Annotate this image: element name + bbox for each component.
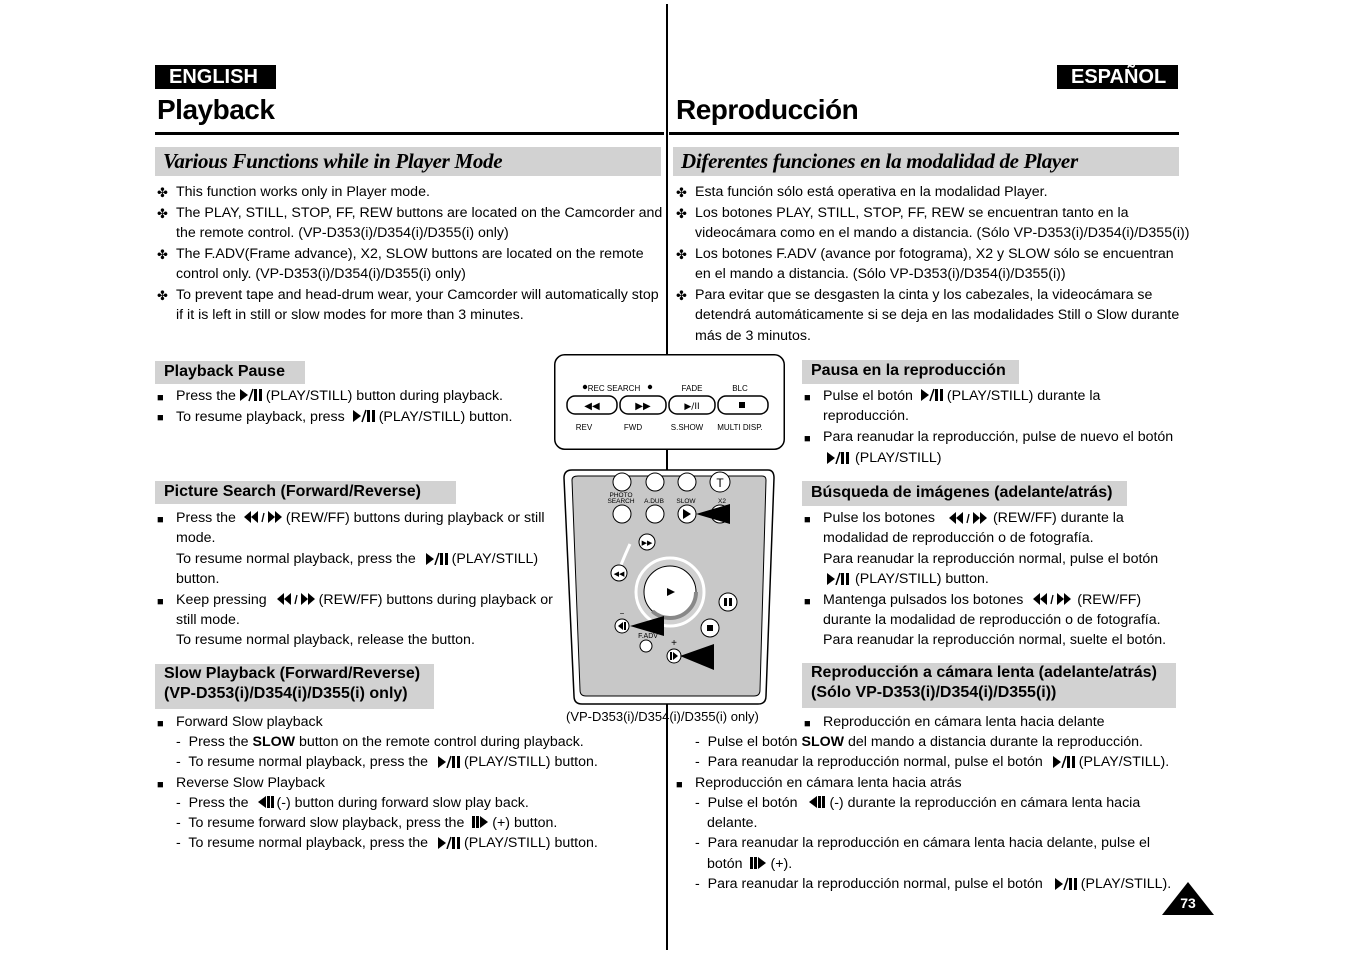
remote-button[interactable] bbox=[613, 505, 631, 523]
svg-text:▶▶: ▶▶ bbox=[641, 539, 653, 547]
play-still-icon bbox=[823, 571, 855, 585]
picture-search-en bbox=[155, 508, 560, 654]
subheading-picture-search bbox=[155, 481, 456, 504]
text: Press the bbox=[176, 510, 236, 526]
list-item: Para reanudar la reproducción, pulse de nuevo el botón bbox=[823, 429, 1174, 445]
text: Para reanudar la reproducción normal, pulse el botón bbox=[707, 754, 1043, 770]
slow-button[interactable] bbox=[678, 473, 696, 491]
remote-label: SEARCH bbox=[607, 498, 635, 505]
list-item: - Press the SLOW button on the remote control during playback. bbox=[176, 734, 584, 750]
square-bullet-icon: ■ bbox=[676, 779, 683, 791]
note-line: Para evitar que se desgasten la cinta y los cabezales, la videocámara se bbox=[695, 287, 1153, 303]
list-item bbox=[823, 590, 1141, 610]
list-item: durante la modalidad de reproducción o de fotografía. bbox=[823, 612, 1161, 628]
english-badge: ENGLISH bbox=[155, 65, 276, 89]
list-item: - Para reanudar la reproducción en cámara lenta hacia delante, pulse el bbox=[695, 835, 1151, 851]
page-title-es: Reproducción bbox=[676, 94, 859, 125]
playback-pause-en bbox=[155, 386, 555, 430]
panel-label: FADE bbox=[681, 384, 703, 393]
play-still-icon bbox=[1047, 876, 1081, 890]
list-item: mode. bbox=[176, 530, 216, 546]
note-line: the remote control. (VP-D353(i)/D354(i)/D355(i) only) bbox=[176, 225, 509, 241]
play-still-icon bbox=[240, 388, 266, 402]
square-bullet-icon: ■ bbox=[804, 433, 811, 445]
note-line: Los botones F.ADV (avance por fotograma), X2 y SLOW sólo se encuentran bbox=[695, 246, 1174, 262]
subheading-text: Picture Search (Forward/Reverse) bbox=[164, 483, 421, 500]
section-heading-en-text: Various Functions while in Player Mode bbox=[163, 149, 503, 173]
list-item bbox=[176, 508, 545, 528]
camcorder-button-panel bbox=[554, 354, 785, 450]
cross-bullet-icon: ✤ bbox=[676, 288, 687, 303]
square-bullet-icon: ■ bbox=[157, 779, 164, 791]
text: (PLAY/STILL) button during playback. bbox=[265, 388, 504, 404]
note-line: To prevent tape and head-drum wear, your Camcorder will automatically stop bbox=[176, 287, 659, 303]
list-item bbox=[176, 549, 538, 569]
note-line: detendrá automáticamente si se deja en las modalidades Still o Slow durante bbox=[695, 307, 1180, 323]
cross-bullet-icon: ✤ bbox=[157, 288, 168, 303]
list-item: - Pulse el botón SLOW del mando a distancia durante la reproducción. bbox=[695, 734, 1143, 750]
text: (PLAY/STILL) durante la bbox=[946, 388, 1101, 404]
busqueda-es bbox=[802, 508, 1182, 654]
remote-control-illustration bbox=[560, 466, 778, 708]
list-item: still mode. bbox=[176, 612, 240, 628]
slow-plus-icon bbox=[468, 815, 492, 829]
note-line: The F.ADV(Frame advance), X2, SLOW buttons are located on the remote bbox=[176, 246, 644, 262]
note-line: Esta función sólo está operativa en la modalidad Player. bbox=[695, 184, 1048, 200]
panel-label: REC SEARCH bbox=[587, 384, 641, 393]
list-item: Reproducción en cámara lenta hacia delante bbox=[823, 714, 1105, 730]
play-still-icon bbox=[349, 409, 379, 423]
espanol-badge: ESPAÑOL bbox=[1057, 65, 1178, 89]
remote-label: PHOTO bbox=[609, 492, 633, 499]
list-item: Reproducción en cámara lenta hacia atrás bbox=[695, 775, 962, 791]
play-still-icon bbox=[432, 754, 464, 768]
play-still-icon bbox=[420, 551, 452, 565]
note-line: control only. (VP-D353(i)/D354(i)/D355(i) only) bbox=[176, 266, 466, 282]
text: Pulse los botones bbox=[823, 510, 935, 526]
note-line: en el mando a distancia. (Sólo VP-D353(i)/D354(i)/D355(i)) bbox=[695, 266, 1066, 282]
panel-label: MULTI DISP. bbox=[717, 423, 763, 432]
list-item: - Pulse el botón (-) durante la reproducción en cámara lenta hacia bbox=[695, 795, 1141, 811]
text: Pulse el botón bbox=[823, 388, 913, 404]
square-bullet-icon: ■ bbox=[157, 596, 164, 608]
text: (PLAY/STILL). bbox=[1078, 754, 1170, 770]
subheading-playback-pause bbox=[155, 361, 305, 384]
list-item bbox=[176, 407, 513, 427]
text: (REW/FF) buttons during playback or still bbox=[285, 510, 545, 526]
note-line: This function works only in Player mode. bbox=[176, 184, 430, 200]
page-title-en: Playback bbox=[157, 94, 275, 125]
square-bullet-icon: ■ bbox=[157, 514, 164, 526]
rew-ff-icon bbox=[271, 592, 319, 606]
remote-label: X2 bbox=[718, 498, 726, 505]
list-item bbox=[823, 448, 941, 468]
plus-dot-icon bbox=[648, 385, 652, 389]
text: Para reanudar la reproducción en cámara lenta hacia delante, pulse el bbox=[707, 835, 1151, 851]
photo-search-button[interactable] bbox=[613, 473, 631, 491]
panel-label: FWD bbox=[623, 423, 643, 432]
text: (PLAY/STILL) button. bbox=[378, 409, 513, 425]
play-still-button[interactable] bbox=[669, 396, 715, 414]
note-line: Los botones PLAY, STILL, STOP, FF, REW se encuentran tanto en la bbox=[695, 205, 1129, 221]
list-item: button. bbox=[176, 571, 220, 587]
pausa-es bbox=[802, 386, 1182, 470]
text: (-) durante la reproducción en cámara lenta hacia bbox=[829, 795, 1141, 811]
play-still-icon bbox=[1047, 754, 1079, 768]
panel-label: REV bbox=[575, 423, 593, 432]
header-rule-right bbox=[669, 132, 1179, 135]
slow-bold: SLOW bbox=[801, 734, 845, 750]
page-number: 73 bbox=[1180, 895, 1196, 911]
list-item bbox=[823, 569, 989, 589]
subheading-camara-lenta bbox=[802, 663, 1176, 708]
subheading-text: Búsqueda de imágenes (adelante/atrás) bbox=[811, 484, 1113, 501]
subheading-text: Pausa en la reproducción bbox=[811, 362, 1006, 379]
text: Press the bbox=[176, 388, 236, 404]
list-item: Forward Slow playback bbox=[176, 714, 323, 730]
list-item: reproducción. bbox=[823, 408, 909, 424]
text: botón bbox=[707, 856, 743, 872]
cross-bullet-icon: ✤ bbox=[157, 185, 168, 200]
text: Pulse el botón bbox=[707, 734, 798, 750]
list-item: To resume normal playback, release the button. bbox=[176, 632, 475, 648]
plus-label: + bbox=[671, 638, 677, 649]
text: (PLAY/STILL) button. bbox=[464, 754, 598, 770]
remote-label: A.DUB bbox=[644, 498, 664, 505]
subheading-pausa bbox=[802, 360, 1019, 384]
text: To resume normal playback, press the bbox=[188, 835, 429, 851]
text: (PLAY/STILL) button. bbox=[464, 835, 598, 851]
rew-button[interactable] bbox=[567, 396, 617, 414]
still-button[interactable] bbox=[719, 593, 737, 611]
slow-minus-icon bbox=[253, 795, 277, 809]
panel-label: BLC bbox=[732, 384, 748, 393]
frame-advance-button[interactable] bbox=[640, 640, 652, 652]
play-still-icon bbox=[823, 450, 855, 464]
text: (+) button. bbox=[492, 815, 558, 831]
slow-playback-en bbox=[155, 712, 655, 862]
a-dub-button[interactable] bbox=[646, 473, 664, 491]
cross-bullet-icon: ✤ bbox=[157, 206, 168, 221]
svg-text:◀◀: ◀◀ bbox=[584, 401, 600, 412]
note-line: más de 3 minutos. bbox=[695, 328, 811, 344]
section-heading-es bbox=[673, 147, 1179, 176]
text: To resume forward slow playback, press the bbox=[188, 815, 465, 831]
list-item bbox=[823, 386, 1100, 406]
text: (-) button during forward slow play back. bbox=[276, 795, 529, 811]
subheading-text: (VP-D353(i)/D354(i)/D355(i) only) bbox=[164, 685, 408, 702]
text: Mantenga pulsados los botones bbox=[823, 592, 1024, 608]
remote-button[interactable] bbox=[646, 505, 664, 523]
text: Pulse el botón bbox=[707, 795, 798, 811]
cross-bullet-icon: ✤ bbox=[676, 185, 687, 200]
text: (REW/FF) durante la bbox=[992, 510, 1124, 526]
note-line: videocámara como en el mando a distancia. (Sólo VP-D353(i)/D354(i)/D355(i)) bbox=[695, 225, 1190, 241]
list-item: Reverse Slow Playback bbox=[176, 775, 326, 791]
slow-bold: SLOW bbox=[252, 734, 296, 750]
remote-caption: (VP-D353(i)/D354(i)/D355(i) only) bbox=[566, 709, 759, 724]
svg-text:▶/II: ▶/II bbox=[684, 402, 700, 412]
list-item: modalidad de reproducción o de fotografía. bbox=[823, 530, 1094, 546]
text: To resume normal playback, press the bbox=[176, 551, 416, 567]
list-item bbox=[707, 854, 792, 874]
square-bullet-icon: ■ bbox=[157, 718, 164, 730]
text: Press the bbox=[188, 734, 249, 750]
list-item bbox=[823, 508, 1124, 528]
list-item: - To resume normal playback, press the (PLAY/STILL) button. bbox=[176, 754, 598, 770]
subheading-text: Reproducción a cámara lenta (adelante/atrás) bbox=[811, 664, 1157, 681]
text: Keep pressing bbox=[176, 592, 267, 608]
t-label: T bbox=[716, 476, 724, 490]
svg-text:◀◀: ◀◀ bbox=[613, 570, 625, 578]
text: Para reanudar la reproducción normal, pulse el botón bbox=[707, 876, 1043, 892]
square-bullet-icon: ■ bbox=[804, 514, 811, 526]
square-bullet-icon: ■ bbox=[157, 392, 164, 404]
note-line: The PLAY, STILL, STOP, FF, REW buttons are located on the Camcorder and bbox=[176, 205, 663, 221]
text: Press the bbox=[188, 795, 249, 811]
square-bullet-icon: ■ bbox=[804, 596, 811, 608]
camara-lenta-es bbox=[674, 712, 1184, 902]
section-heading-es-text: Diferentes funciones en la modalidad de Player bbox=[681, 149, 1078, 173]
note-line: if it is left in still or slow modes for more than 3 minutes. bbox=[176, 307, 524, 323]
text: del mando a distancia durante la reproducción. bbox=[848, 734, 1143, 750]
minus-dot-icon bbox=[583, 385, 587, 389]
rew-ff-icon bbox=[939, 510, 993, 524]
text: (REW/FF) bbox=[1077, 592, 1142, 608]
text: (+). bbox=[770, 856, 793, 872]
subheading-text: Playback Pause bbox=[164, 363, 285, 380]
square-bullet-icon: ■ bbox=[157, 412, 164, 424]
square-bullet-icon: ■ bbox=[804, 392, 811, 404]
play-still-icon bbox=[432, 835, 464, 849]
subheading-slow-playback bbox=[155, 664, 434, 709]
page-number-badge bbox=[1162, 882, 1214, 916]
text: (PLAY/STILL) button. bbox=[855, 571, 989, 587]
slow-minus-icon bbox=[801, 795, 829, 809]
cross-bullet-icon: ✤ bbox=[676, 247, 687, 262]
remote-label: F.ADV bbox=[638, 633, 658, 640]
list-item: delante. bbox=[707, 815, 758, 831]
list-item: - To resume normal playback, press the (PLAY/STILL) button. bbox=[176, 835, 598, 851]
section-heading-en bbox=[155, 147, 661, 176]
text: To resume playback, press bbox=[176, 409, 345, 425]
cross-bullet-icon: ✤ bbox=[676, 206, 687, 221]
svg-text:▶▶: ▶▶ bbox=[635, 401, 651, 412]
subheading-text: (Sólo VP-D353(i)/D354(i)/D355(i)) bbox=[811, 684, 1057, 701]
slow-plus-icon bbox=[746, 856, 770, 870]
header-rule-left bbox=[155, 132, 664, 135]
text: (PLAY/STILL). bbox=[1080, 876, 1172, 892]
text: To resume normal playback, press the bbox=[188, 754, 429, 770]
list-item bbox=[176, 386, 503, 406]
remote-label: SLOW bbox=[676, 498, 696, 505]
subheading-busqueda bbox=[802, 481, 1127, 506]
fwd-button[interactable] bbox=[620, 396, 666, 414]
minus-label: − bbox=[619, 609, 625, 618]
list-item: - To resume forward slow playback, press the (+) button. bbox=[176, 815, 558, 831]
list-item: - Para reanudar la reproducción normal, pulse el botón (PLAY/STILL). bbox=[695, 876, 1172, 892]
text: (PLAY/STILL) bbox=[451, 551, 539, 567]
subheading-text: Slow Playback (Forward/Reverse) bbox=[164, 665, 421, 682]
stop-button[interactable] bbox=[718, 396, 768, 414]
text: button on the remote control during playback. bbox=[299, 734, 584, 750]
play-still-icon bbox=[917, 388, 947, 402]
text: (PLAY/STILL) bbox=[855, 450, 942, 466]
list-item: - Para reanudar la reproducción normal, pulse el botón (PLAY/STILL). bbox=[695, 754, 1170, 770]
text: (REW/FF) buttons during playback or bbox=[318, 592, 553, 608]
cross-bullet-icon: ✤ bbox=[157, 247, 168, 262]
rew-ff-icon bbox=[240, 510, 286, 524]
square-bullet-icon: ■ bbox=[804, 718, 811, 730]
rew-ff-icon bbox=[1027, 592, 1077, 606]
list-item: - Press the (-) button during forward slow play back. bbox=[176, 795, 529, 811]
panel-label: S.SHOW bbox=[670, 423, 704, 432]
list-item bbox=[176, 590, 553, 610]
list-item: Para reanudar la reproducción normal, suelte el botón. bbox=[823, 632, 1167, 648]
list-item: Para reanudar la reproducción normal, pulse el botón bbox=[823, 551, 1159, 567]
